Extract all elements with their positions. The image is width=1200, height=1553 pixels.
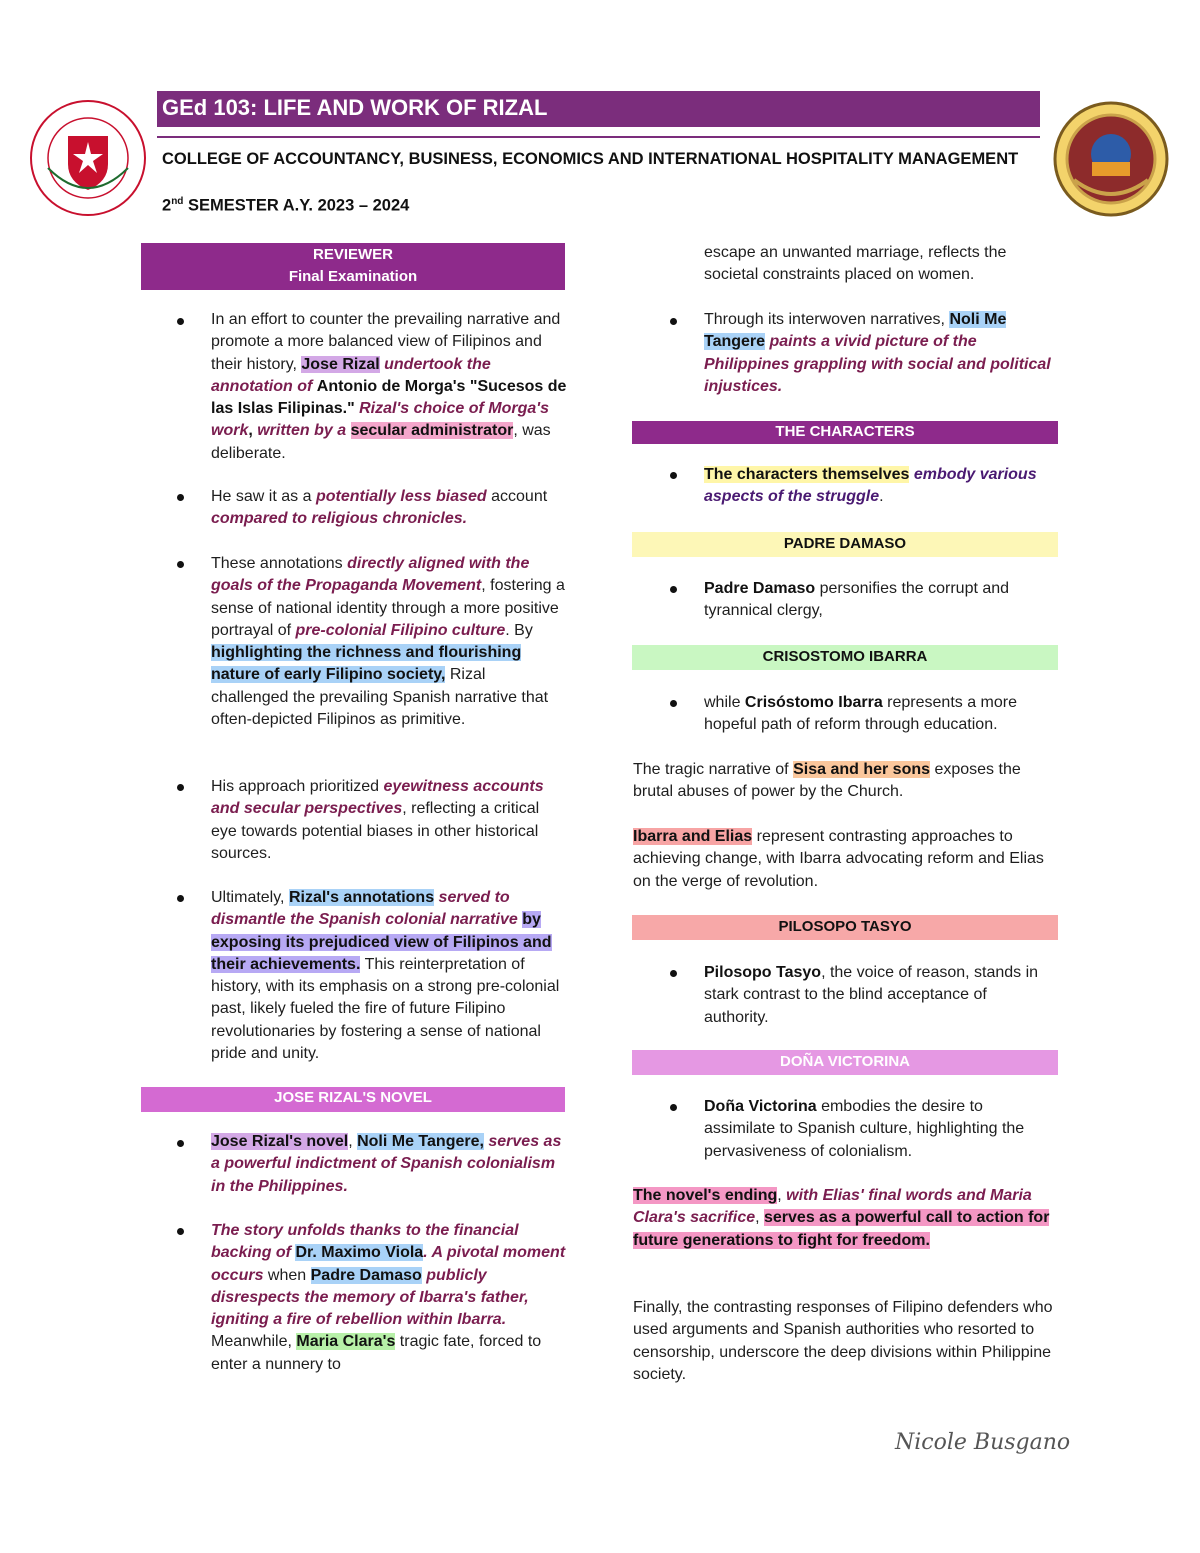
reviewer-header-bar [141, 243, 565, 290]
bullet-interwoven-narratives: Through its interwoven narratives, Noli Me Tangere paints a vivid picture of the Philippines grappling with social and political injustices. [704, 311, 1051, 395]
bullet-less-biased: He saw it as a potentially less biased account compared to religious chronicles. [211, 488, 548, 528]
damaso-header-title: PADRE DAMASO [783, 535, 907, 552]
title-divider [157, 136, 1040, 138]
semester-line: 2nd SEMESTER A.Y. 2023 – 2024 [162, 196, 410, 215]
bullet-dot [177, 784, 184, 791]
bullet-dot [177, 561, 184, 568]
author-signature: Nicole Busgano [895, 1430, 1071, 1455]
ibarra-header-title: CRISOSTOMO IBARRA [762, 648, 928, 665]
reviewer-subtitle: Final Examination [288, 268, 418, 285]
bullet-dot [670, 586, 677, 593]
bullet-dot [177, 1140, 184, 1147]
paragraph-finally: Finally, the contrasting responses of Filipino defenders who used arguments and Spanish authorities who resorted to censorship, underscore the deep divisions within Philippine society. [633, 1299, 1053, 1383]
bullet-eyewitness: His approach prioritized eyewitness accounts and secular perspectives, reflecting a critical eye towards potential biases in other historical sources. [211, 778, 544, 862]
paragraph-novel-ending: The novel's ending, with Elias' final words and Maria Clara's sacrifice, serves as a powerful call to action for future generations to fight for freedom. [633, 1187, 1050, 1249]
bullet-morga-annotation: In an effort to counter the prevailing narrative and promote a more balanced view of Filipinos and their history, Jose Rizal undertook the annotation of Antonio de Morga's "Sucesos de las Islas Filipinas." Rizal's choice of Morga's work, written by a secular administrator, was deliberate. [211, 311, 567, 462]
bullet-dot [670, 318, 677, 325]
characters-header-title: THE CHARACTERS [775, 423, 915, 440]
bullet-propaganda: These annotations directly aligned with the goals of the Propaganda Movement, fostering a sense of national identity through a more positive portrayal of pre-colonial Filipino culture. By highlighting the richness and flourishing nature of early Filipino society, Rizal challenged the prevailing Spanish narrative that often-depicted Filipinos as primitive. [211, 555, 565, 729]
novel-header-bar [141, 1087, 565, 1112]
tasyo-header-bar [632, 915, 1058, 940]
paragraph-sisa: The tragic narrative of Sisa and her sons exposes the brutal abuses of power by the Church. [633, 761, 1021, 801]
reviewer-title: REVIEWER [312, 246, 393, 263]
bullet-dot [177, 494, 184, 501]
bullet-dismantle: Ultimately, Rizal's annotations served to dismantle the Spanish colonial narrative by exposing its prejudiced view of Filipinos and their achievements. This reinterpretation of history, with its emphasis on a strong pre-colonial past, likely fueled the fire of future Filipino revolutionaries by fostering a sense of national pride and unity. [211, 889, 560, 1063]
bullet-dot [177, 318, 184, 325]
bullet-story-unfolds: The story unfolds thanks to the financial backing of Dr. Maximo Viola. A pivotal moment occurs when Padre Damaso publicly disrespects the memory of Ibarra's father, igniting a fire of rebellion within Ibarra. Meanwhile, Maria Clara's tragic fate, forced to enter a nunnery to [211, 1222, 566, 1373]
course-title-bar [157, 91, 1040, 127]
bullet-dot [670, 472, 677, 479]
bullet-crisostomo-ibarra: while Crisóstomo Ibarra represents a more hopeful path of reform through education. [704, 694, 1017, 734]
bullet-dot [177, 1228, 184, 1235]
ibarra-header-bar [632, 645, 1058, 670]
college-name: COLLEGE OF ACCOUNTANCY, BUSINESS, ECONOMICS AND INTERNATIONAL HOSPITALITY MANAGEMENT [162, 150, 1019, 168]
characters-header-bar [632, 421, 1058, 444]
bullet-noli-indictment: Jose Rizal's novel, Noli Me Tangere, serves as a powerful indictment of Spanish colonialism in the Philippines. [211, 1133, 562, 1195]
damaso-header-bar [632, 532, 1058, 557]
bullet-dot [670, 1104, 677, 1111]
novel-header-title: JOSE RIZAL'S NOVEL [274, 1089, 432, 1106]
bullet-pilosopo-tasyo: Pilosopo Tasyo, the voice of reason, stands in stark contrast to the blind acceptance of authority. [704, 964, 1039, 1026]
paragraph-ibarra-elias: Ibarra and Elias represent contrasting approaches to achieving change, with Ibarra advocating reform and Elias on the verge of revolution. [633, 828, 1044, 890]
bullet-dot [670, 970, 677, 977]
bullet-padre-damaso: Padre Damaso personifies the corrupt and tyrannical clergy, [704, 580, 1010, 620]
bullet-dona-victorina: Doña Victorina embodies the desire to assimilate to Spanish culture, highlighting the pervasiveness of colonialism. [704, 1098, 1025, 1160]
continued-text: escape an unwanted marriage, reflects the societal constraints placed on women. [704, 244, 1007, 284]
victorina-header-bar [632, 1050, 1058, 1075]
university-seal-logo [28, 98, 148, 218]
victorina-header-title: DOÑA VICTORINA [779, 1053, 910, 1070]
bullet-dot [177, 895, 184, 902]
course-title: GEd 103: LIFE AND WORK OF RIZAL [162, 95, 548, 120]
bullet-characters-embody: The characters themselves embody various aspects of the struggle. [704, 466, 1037, 506]
bullet-dot [670, 700, 677, 707]
college-seal-logo [1052, 100, 1170, 218]
tasyo-header-title: PILOSOPO TASYO [778, 918, 912, 935]
